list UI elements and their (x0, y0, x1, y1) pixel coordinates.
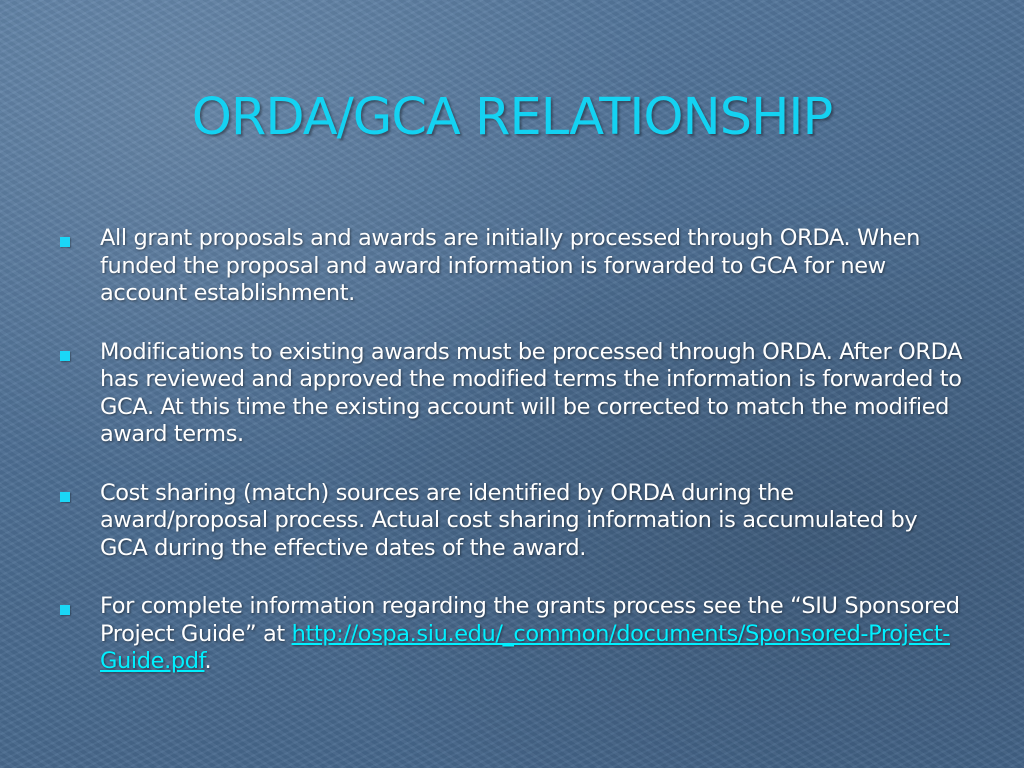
bullet-text-with-link (100, 593, 965, 676)
bullet-suffix: . (204, 648, 212, 674)
bullet-item (60, 339, 965, 449)
square-bullet-icon (60, 605, 70, 615)
square-bullet-icon (60, 492, 70, 502)
bullet-item (60, 480, 965, 563)
square-bullet-icon (60, 351, 70, 361)
bullet-text: Cost sharing (match) sources are identified by ORDA during the award/proposal process. Actual cost sharing information is accumulated by GCA during the effective dates of the award. (100, 479, 918, 561)
square-bullet-icon (60, 237, 70, 247)
bullet-item (60, 593, 965, 676)
guide-link[interactable]: http://ospa.siu.edu/_common/documents/Sponsored-Project-Guide.pdf (100, 620, 951, 674)
bullet-text: Modifications to existing awards must be processed through ORDA. After ORDA has reviewed and approved the modified terms the information is forwarded to GCA. At this time the existing account will be corrected to match the modified award terms. (100, 338, 963, 447)
bullet-item (60, 225, 965, 308)
slide-title: ORDA/GCA RELATIONSHIP (191, 88, 833, 147)
bullet-list (60, 225, 965, 707)
bullet-text: For complete information regarding the grants process see the “SIU Sponsored Project Guide” at (100, 593, 960, 647)
bullet-text: All grant proposals and awards are initially processed through ORDA. When funded the proposal and award information is forwarded to GCA for new account establishment. (100, 225, 920, 306)
